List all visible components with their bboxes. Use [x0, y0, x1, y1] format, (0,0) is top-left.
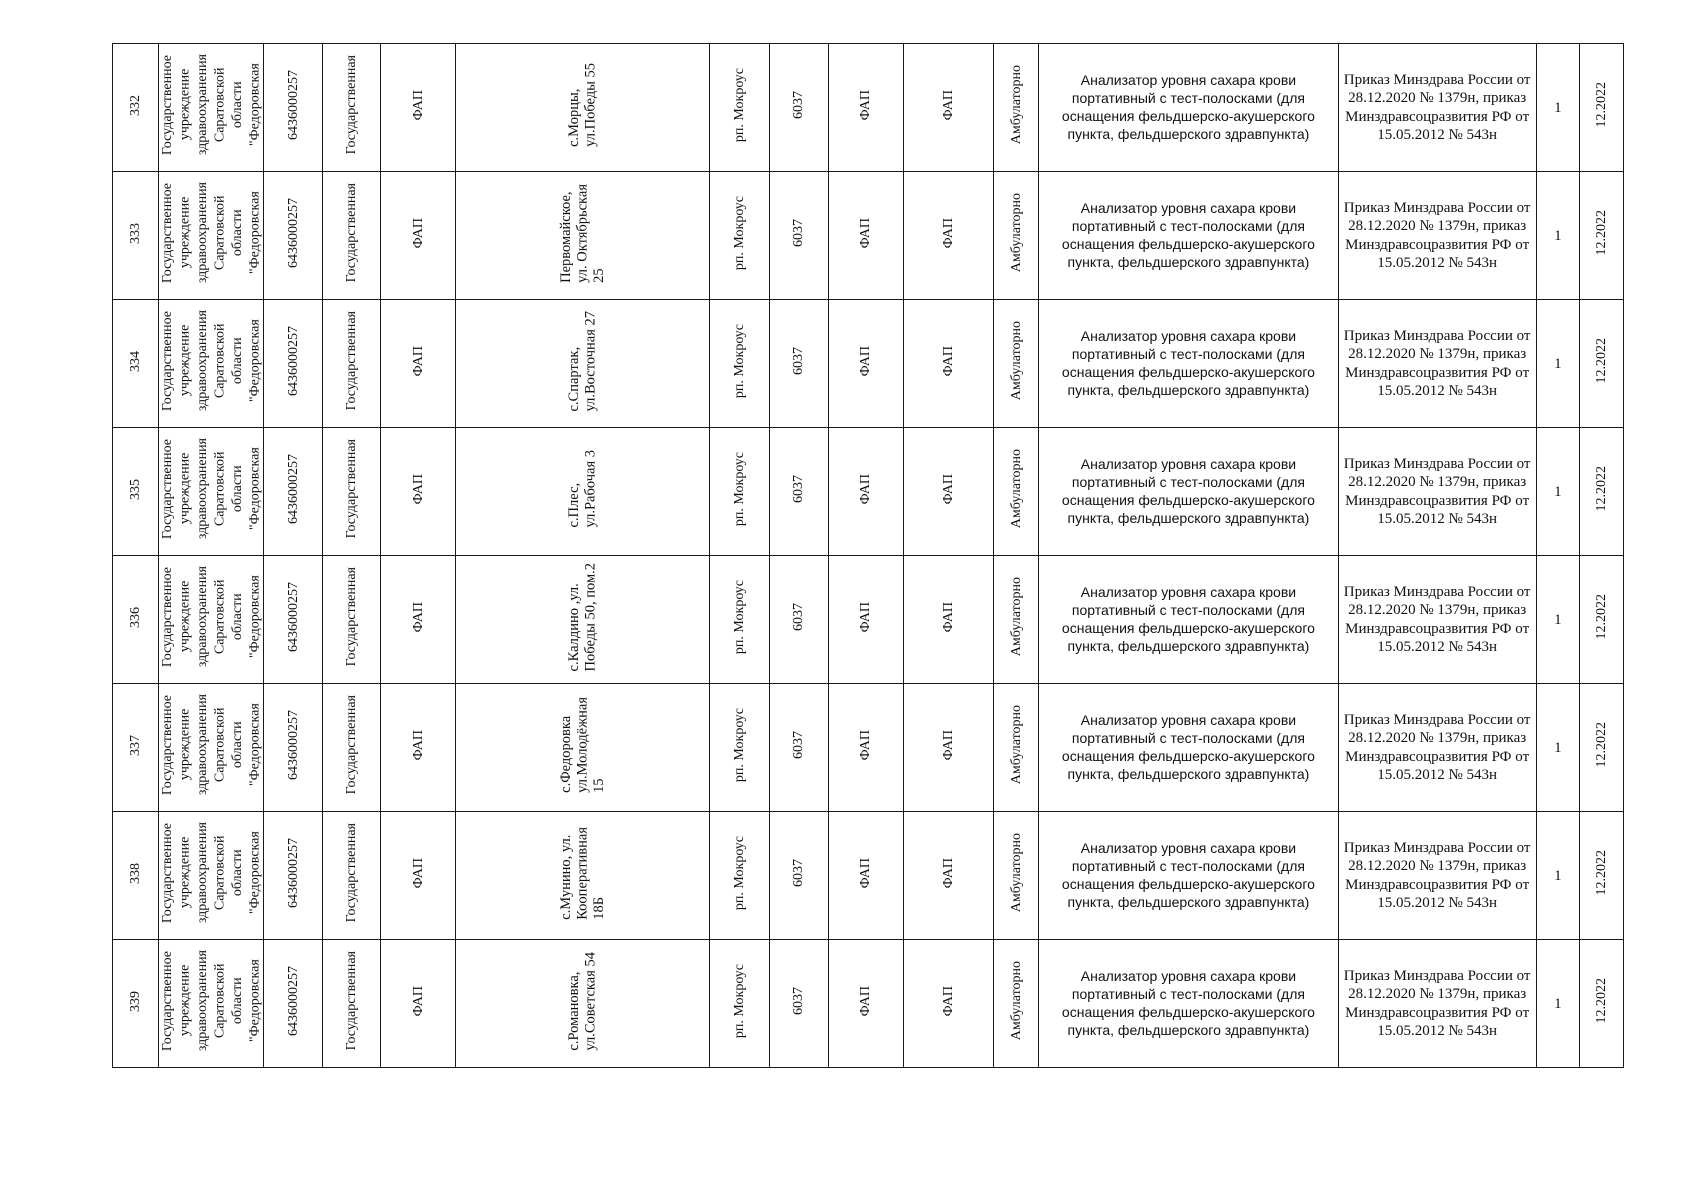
unit-type-value: ФАП — [858, 345, 874, 377]
inn-value: 6436000257 — [285, 710, 301, 780]
facility-type-value: ФАП — [410, 985, 426, 1017]
code-value: 6037 — [791, 475, 807, 503]
inn-cell — [263, 684, 322, 812]
code-value: 6037 — [791, 347, 807, 375]
regulation-text: Приказ Минздрава России от 28.12.2020 № 1379н, приказ Минздравсоцразвития РФ от 15.05.2012 № 543н — [1343, 583, 1531, 655]
equipment-cell — [1039, 556, 1339, 684]
row-number-cell — [113, 300, 159, 428]
quantity-cell — [1536, 428, 1580, 556]
quantity-value: 1 — [1554, 739, 1562, 756]
equipment-description: Анализатор уровня сахара крови портативный с тест-полосками (для оснащения фельдшерско-акушерского пункта, фельдшерского здравпункта) — [1061, 72, 1315, 142]
care-form-value: Амбулаторно — [1008, 961, 1024, 1041]
code-value: 6037 — [791, 91, 807, 119]
period-value: 12.2022 — [1594, 338, 1610, 384]
organization-cell — [158, 684, 263, 812]
address-value: с.Романовка, ул.Советская 54 — [566, 951, 599, 1051]
unit-type-cell — [828, 428, 903, 556]
facility-type-value: ФАП — [410, 473, 426, 505]
inn-value: 6436000257 — [285, 582, 301, 652]
regulation-cell — [1338, 172, 1536, 300]
inn-cell — [263, 940, 322, 1068]
unit-type-value: ФАП — [858, 473, 874, 505]
period-value: 12.2022 — [1594, 210, 1610, 256]
equipment-register-table — [112, 43, 1624, 1068]
settlement-value: рп. Мокроус — [731, 579, 747, 655]
address-cell — [456, 172, 710, 300]
table-row — [113, 172, 1624, 300]
address-cell — [456, 684, 710, 812]
regulation-text: Приказ Минздрава России от 28.12.2020 № 1379н, приказ Минздравсоцразвития РФ от 15.05.2012 № 543н — [1343, 711, 1531, 783]
ownership-value: Государственная — [344, 695, 360, 795]
inn-cell — [263, 812, 322, 940]
regulation-cell — [1338, 44, 1536, 172]
regulation-text: Приказ Минздрава России от 28.12.2020 № 1379н, приказ Минздравсоцразвития РФ от 15.05.2012 № 543н — [1343, 839, 1531, 911]
quantity-cell — [1536, 44, 1580, 172]
unit-subtype-cell — [903, 428, 994, 556]
regulation-cell — [1338, 684, 1536, 812]
care-form-value: Амбулаторно — [1008, 705, 1024, 785]
inn-value: 6436000257 — [285, 838, 301, 908]
regulation-text: Приказ Минздрава России от 28.12.2020 № 1379н, приказ Минздравсоцразвития РФ от 15.05.2012 № 543н — [1343, 967, 1531, 1039]
equipment-description: Анализатор уровня сахара крови портативный с тест-полосками (для оснащения фельдшерско-акушерского пункта, фельдшерского здравпункта) — [1061, 584, 1315, 654]
unit-subtype-value: ФАП — [941, 89, 957, 121]
code-cell — [769, 172, 828, 300]
care-form-cell — [994, 940, 1039, 1068]
code-cell — [769, 812, 828, 940]
quantity-cell — [1536, 300, 1580, 428]
facility-type-value: ФАП — [410, 601, 426, 633]
table-row — [113, 684, 1624, 812]
inn-cell — [263, 428, 322, 556]
equipment-description: Анализатор уровня сахара крови портативный с тест-полосками (для оснащения фельдшерско-акушерского пункта, фельдшерского здравпункта) — [1061, 968, 1315, 1038]
organization-name: Государственное учреждение здравоохранения Саратовской области "Федоровская — [159, 438, 263, 540]
settlement-cell — [710, 300, 769, 428]
row-number-cell — [113, 812, 159, 940]
document-page — [112, 43, 1624, 1067]
period-value: 12.2022 — [1594, 978, 1610, 1024]
care-form-cell — [994, 556, 1039, 684]
unit-type-value: ФАП — [858, 601, 874, 633]
ownership-value: Государственная — [344, 951, 360, 1051]
period-cell — [1580, 556, 1624, 684]
quantity-value: 1 — [1554, 483, 1562, 500]
facility-type-value: ФАП — [410, 857, 426, 889]
facility-type-cell — [381, 44, 456, 172]
settlement-cell — [710, 684, 769, 812]
inn-value: 6436000257 — [285, 966, 301, 1036]
address-value: с.Плес, ул.Рабочая 3 — [566, 450, 599, 528]
regulation-text: Приказ Минздрава России от 28.12.2020 № 1379н, приказ Минздравсоцразвития РФ от 15.05.2012 № 543н — [1343, 327, 1531, 399]
unit-type-cell — [828, 812, 903, 940]
equipment-cell — [1039, 684, 1339, 812]
organization-cell — [158, 812, 263, 940]
unit-subtype-value: ФАП — [941, 345, 957, 377]
settlement-value: рп. Мокроус — [731, 707, 747, 783]
code-cell — [769, 428, 828, 556]
equipment-cell — [1039, 44, 1339, 172]
care-form-value: Амбулаторно — [1008, 833, 1024, 913]
unit-subtype-value: ФАП — [941, 857, 957, 889]
unit-type-cell — [828, 556, 903, 684]
ownership-cell — [323, 44, 381, 172]
facility-type-value: ФАП — [410, 345, 426, 377]
code-value: 6037 — [791, 859, 807, 887]
facility-type-cell — [381, 812, 456, 940]
address-cell — [456, 428, 710, 556]
organization-name: Государственное учреждение здравоохранения Саратовской области "Федоровская — [159, 822, 263, 924]
equipment-cell — [1039, 428, 1339, 556]
code-cell — [769, 940, 828, 1068]
unit-subtype-cell — [903, 172, 994, 300]
period-cell — [1580, 172, 1624, 300]
row-number-cell — [113, 44, 159, 172]
facility-type-value: ФАП — [410, 729, 426, 761]
care-form-value: Амбулаторно — [1008, 193, 1024, 273]
quantity-cell — [1536, 812, 1580, 940]
period-cell — [1580, 940, 1624, 1068]
ownership-value: Государственная — [344, 823, 360, 923]
address-cell — [456, 300, 710, 428]
address-value: с.Калдино ,ул. Победы 50, пом.2 — [566, 562, 599, 672]
address-value: с.Морцы, ул.Победы 55 — [566, 63, 599, 147]
organization-name: Государственное учреждение здравоохранения Саратовской области "Федоровская — [159, 54, 263, 156]
unit-subtype-value: ФАП — [941, 217, 957, 249]
unit-type-value: ФАП — [858, 217, 874, 249]
care-form-cell — [994, 44, 1039, 172]
inn-value: 6436000257 — [285, 454, 301, 524]
address-cell — [456, 556, 710, 684]
unit-type-cell — [828, 940, 903, 1068]
equipment-cell — [1039, 172, 1339, 300]
organization-cell — [158, 300, 263, 428]
code-value: 6037 — [791, 731, 807, 759]
unit-type-cell — [828, 44, 903, 172]
unit-subtype-cell — [903, 812, 994, 940]
code-cell — [769, 44, 828, 172]
organization-name: Государственное учреждение здравоохранения Саратовской области "Федоровская — [159, 182, 263, 284]
period-cell — [1580, 428, 1624, 556]
unit-subtype-value: ФАП — [941, 985, 957, 1017]
code-cell — [769, 300, 828, 428]
address-cell — [456, 44, 710, 172]
facility-type-cell — [381, 172, 456, 300]
ownership-cell — [323, 428, 381, 556]
unit-subtype-cell — [903, 44, 994, 172]
equipment-cell — [1039, 812, 1339, 940]
equipment-description: Анализатор уровня сахара крови портативный с тест-полосками (для оснащения фельдшерско-акушерского пункта, фельдшерского здравпункта) — [1061, 456, 1315, 526]
settlement-value: рп. Мокроус — [731, 67, 747, 143]
address-value: с.Спартак, ул.Восточная 27 — [566, 310, 599, 412]
settlement-cell — [710, 812, 769, 940]
equipment-cell — [1039, 940, 1339, 1068]
equipment-description: Анализатор уровня сахара крови портативный с тест-полосками (для оснащения фельдшерско-акушерского пункта, фельдшерского здравпункта) — [1061, 328, 1315, 398]
quantity-value: 1 — [1554, 227, 1562, 244]
code-cell — [769, 556, 828, 684]
period-value: 12.2022 — [1594, 722, 1610, 768]
care-form-cell — [994, 428, 1039, 556]
period-cell — [1580, 684, 1624, 812]
table-row — [113, 428, 1624, 556]
regulation-cell — [1338, 556, 1536, 684]
facility-type-cell — [381, 556, 456, 684]
inn-cell — [263, 172, 322, 300]
ownership-value: Государственная — [344, 567, 360, 667]
ownership-cell — [323, 684, 381, 812]
facility-type-cell — [381, 428, 456, 556]
settlement-value: рп. Мокроус — [731, 451, 747, 527]
address-value: Первомайское, ул. Октябрьская 25 — [558, 183, 608, 283]
address-cell — [456, 812, 710, 940]
period-cell — [1580, 44, 1624, 172]
ownership-cell — [323, 940, 381, 1068]
organization-name: Государственное учреждение здравоохранения Саратовской области "Федоровская — [159, 950, 263, 1052]
ownership-cell — [323, 300, 381, 428]
period-value: 12.2022 — [1594, 466, 1610, 512]
period-cell — [1580, 300, 1624, 428]
period-cell — [1580, 812, 1624, 940]
row-number-cell — [113, 428, 159, 556]
facility-type-value: ФАП — [410, 217, 426, 249]
inn-cell — [263, 300, 322, 428]
table-row — [113, 812, 1624, 940]
settlement-cell — [710, 556, 769, 684]
quantity-value: 1 — [1554, 995, 1562, 1012]
inn-value: 6436000257 — [285, 198, 301, 268]
code-cell — [769, 684, 828, 812]
row-number: 337 — [127, 734, 143, 756]
care-form-value: Амбулаторно — [1008, 321, 1024, 401]
organization-cell — [158, 44, 263, 172]
inn-cell — [263, 44, 322, 172]
quantity-value: 1 — [1554, 611, 1562, 628]
quantity-cell — [1536, 940, 1580, 1068]
period-value: 12.2022 — [1594, 850, 1610, 896]
facility-type-value: ФАП — [410, 89, 426, 121]
care-form-value: Амбулаторно — [1008, 449, 1024, 529]
row-number-cell — [113, 684, 159, 812]
care-form-value: Амбулаторно — [1008, 65, 1024, 145]
table-body — [113, 44, 1624, 1068]
ownership-cell — [323, 172, 381, 300]
unit-subtype-value: ФАП — [941, 601, 957, 633]
organization-name: Государственное учреждение здравоохранения Саратовской области "Федоровская — [159, 310, 263, 412]
unit-subtype-cell — [903, 300, 994, 428]
unit-type-cell — [828, 684, 903, 812]
quantity-cell — [1536, 556, 1580, 684]
regulation-cell — [1338, 300, 1536, 428]
row-number: 335 — [127, 478, 143, 500]
organization-cell — [158, 428, 263, 556]
unit-subtype-value: ФАП — [941, 729, 957, 761]
ownership-value: Государственная — [344, 183, 360, 283]
facility-type-cell — [381, 300, 456, 428]
table-row — [113, 300, 1624, 428]
unit-type-value: ФАП — [858, 729, 874, 761]
ownership-value: Государственная — [344, 439, 360, 539]
unit-type-cell — [828, 300, 903, 428]
facility-type-cell — [381, 684, 456, 812]
inn-value: 6436000257 — [285, 326, 301, 396]
ownership-cell — [323, 812, 381, 940]
row-number: 333 — [127, 222, 143, 244]
settlement-value: рп. Мокроус — [731, 835, 747, 911]
table-row — [113, 44, 1624, 172]
settlement-cell — [710, 172, 769, 300]
settlement-cell — [710, 44, 769, 172]
regulation-cell — [1338, 940, 1536, 1068]
settlement-value: рп. Мокроус — [731, 195, 747, 271]
row-number-cell — [113, 172, 159, 300]
regulation-text: Приказ Минздрава России от 28.12.2020 № 1379н, приказ Минздравсоцразвития РФ от 15.05.2012 № 543н — [1343, 199, 1531, 271]
period-value: 12.2022 — [1594, 82, 1610, 128]
settlement-cell — [710, 428, 769, 556]
quantity-cell — [1536, 684, 1580, 812]
quantity-cell — [1536, 172, 1580, 300]
unit-subtype-cell — [903, 556, 994, 684]
care-form-cell — [994, 172, 1039, 300]
regulation-text: Приказ Минздрава России от 28.12.2020 № 1379н, приказ Минздравсоцразвития РФ от 15.05.2012 № 543н — [1343, 71, 1531, 143]
unit-type-value: ФАП — [858, 857, 874, 889]
unit-type-value: ФАП — [858, 89, 874, 121]
regulation-text: Приказ Минздрава России от 28.12.2020 № 1379н, приказ Минздравсоцразвития РФ от 15.05.2012 № 543н — [1343, 455, 1531, 527]
care-form-cell — [994, 684, 1039, 812]
address-value: с.Мунино, ул. Кооперативная 18Б — [558, 826, 608, 920]
organization-cell — [158, 172, 263, 300]
address-value: с.Федоровка ул.Молодёжная 15 — [558, 697, 608, 793]
care-form-cell — [994, 300, 1039, 428]
inn-cell — [263, 556, 322, 684]
regulation-cell — [1338, 812, 1536, 940]
row-number: 339 — [127, 990, 143, 1012]
quantity-value: 1 — [1554, 99, 1562, 116]
inn-value: 6436000257 — [285, 70, 301, 140]
table-row — [113, 940, 1624, 1068]
unit-subtype-cell — [903, 940, 994, 1068]
unit-subtype-value: ФАП — [941, 473, 957, 505]
row-number: 336 — [127, 606, 143, 628]
facility-type-cell — [381, 940, 456, 1068]
organization-cell — [158, 940, 263, 1068]
code-value: 6037 — [791, 987, 807, 1015]
row-number: 338 — [127, 862, 143, 884]
period-value: 12.2022 — [1594, 594, 1610, 640]
row-number-cell — [113, 556, 159, 684]
care-form-value: Амбулаторно — [1008, 577, 1024, 657]
quantity-value: 1 — [1554, 355, 1562, 372]
settlement-value: рп. Мокроус — [731, 963, 747, 1039]
address-cell — [456, 940, 710, 1068]
row-number-cell — [113, 940, 159, 1068]
code-value: 6037 — [791, 219, 807, 247]
row-number: 334 — [127, 350, 143, 372]
ownership-cell — [323, 556, 381, 684]
organization-cell — [158, 556, 263, 684]
quantity-value: 1 — [1554, 867, 1562, 884]
equipment-description: Анализатор уровня сахара крови портативный с тест-полосками (для оснащения фельдшерско-акушерского пункта, фельдшерского здравпункта) — [1061, 712, 1315, 782]
table-row — [113, 556, 1624, 684]
regulation-cell — [1338, 428, 1536, 556]
ownership-value: Государственная — [344, 55, 360, 155]
unit-type-cell — [828, 172, 903, 300]
settlement-value: рп. Мокроус — [731, 323, 747, 399]
equipment-description: Анализатор уровня сахара крови портативный с тест-полосками (для оснащения фельдшерско-акушерского пункта, фельдшерского здравпункта) — [1061, 840, 1315, 910]
unit-subtype-cell — [903, 684, 994, 812]
row-number: 332 — [127, 94, 143, 116]
code-value: 6037 — [791, 603, 807, 631]
unit-type-value: ФАП — [858, 985, 874, 1017]
equipment-description: Анализатор уровня сахара крови портативный с тест-полосками (для оснащения фельдшерско-акушерского пункта, фельдшерского здравпункта) — [1061, 200, 1315, 270]
settlement-cell — [710, 940, 769, 1068]
organization-name: Государственное учреждение здравоохранения Саратовской области "Федоровская — [159, 566, 263, 668]
care-form-cell — [994, 812, 1039, 940]
organization-name: Государственное учреждение здравоохранения Саратовской области "Федоровская — [159, 694, 263, 796]
equipment-cell — [1039, 300, 1339, 428]
ownership-value: Государственная — [344, 311, 360, 411]
